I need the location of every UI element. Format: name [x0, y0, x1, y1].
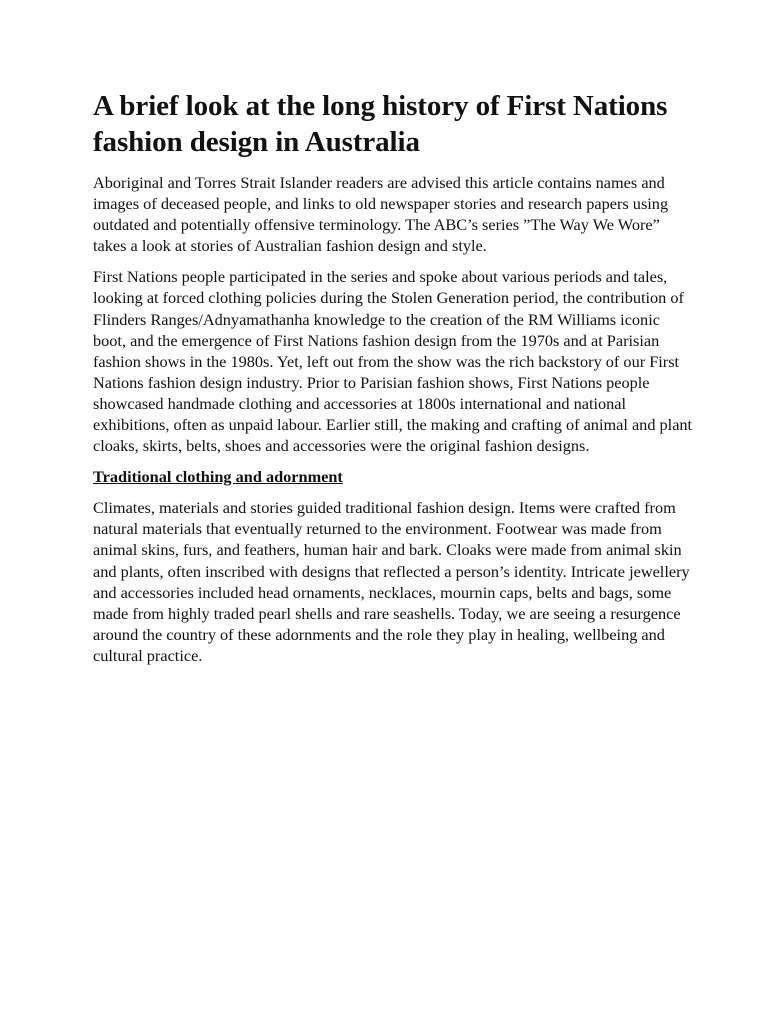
- content-warning-paragraph: Aboriginal and Torres Strait Islander readers are advised this article contains names and images of deceased people, and links to old newspaper stories and research papers using outdated and potentially offensive terminology. The ABC’s series ”The Way We Wore” takes a look at stories of Australian fashion design and style.: [93, 173, 669, 256]
- section-heading: Traditional clothing and adornment: [93, 467, 343, 487]
- series-overview-paragraph: First Nations people participated in the series and spoke about various periods and tales, looking at forced clothing policies during the Stolen Generation period, the contribution of Flinders Ranges/Adnyamathanha knowledge to the creation of the RM Williams iconic boot, and the emergence of First Nations fashion design from the 1970s and at Parisian fashion shows in the 1980s. Yet, left out from the show was the rich backstory of our First Nations fashion design industry. Prior to Parisian fashion shows, First Nations people showcased handmade clothing and accessories at 1800s international and national exhibitions, often as unpaid labour. Earlier still, the making and crafting of animal and plant cloaks, skirts, belts, shoes and accessories were the original fashion designs.: [93, 267, 693, 456]
- traditional-clothing-paragraph: Climates, materials and stories guided traditional fashion design. Items were crafted from natural materials that eventually returned to the environment. Footwear was made from animal skins, furs, and feathers, human hair and bark. Cloaks were made from animal skin and plants, often inscribed with designs that reflected a person’s identity. Intricate jewellery and accessories included head ornaments, necklaces, mournin caps, belts and bags, some made from highly traded pearl shells and rare seashells. Today, we are seeing a resurgence around the country of these adornments and the role they play in healing, wellbeing and cultural practice.: [93, 498, 690, 665]
- article-title: A brief look at the long history of First Nations fashion design in Australia: [93, 90, 668, 158]
- document-page: [93, 88, 693, 676]
